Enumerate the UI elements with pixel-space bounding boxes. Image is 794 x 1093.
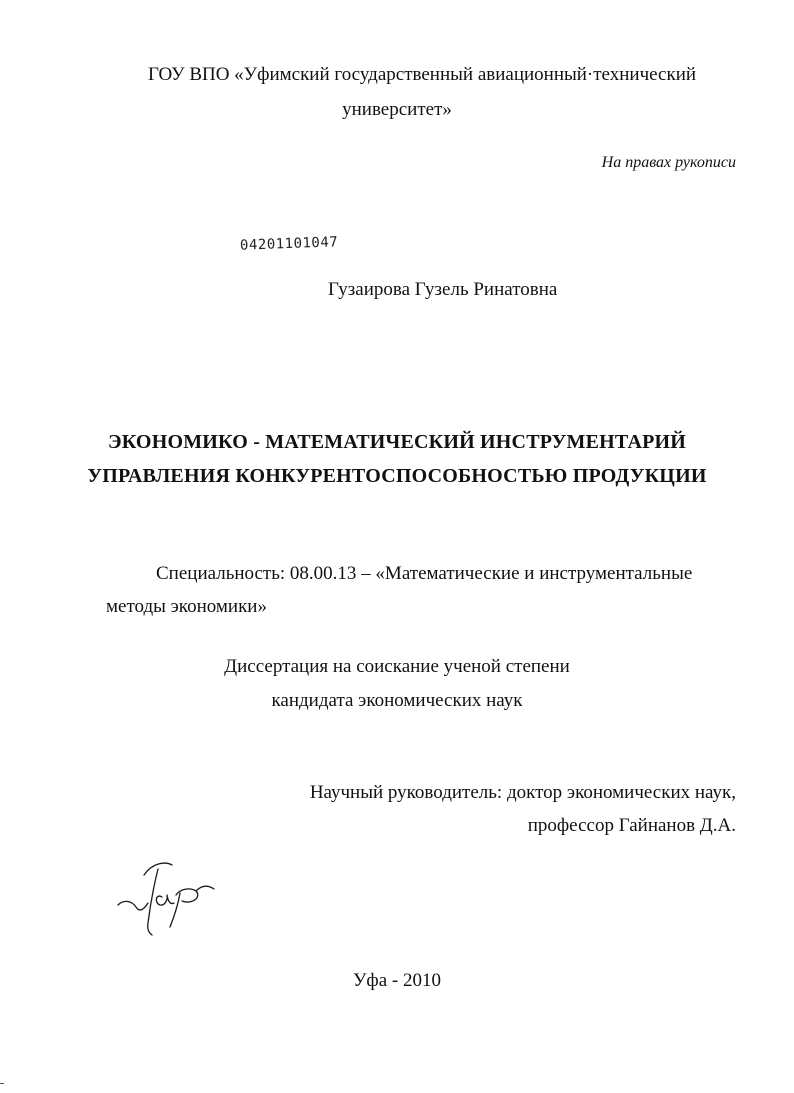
- supervisor-line-2: профессор Гайнанов Д.А.: [527, 815, 736, 836]
- thesis-title-line-2: УПРАВЛЕНИЯ КОНКУРЕНТОСПОСОБНОСТЬЮ ПРОДУКЦИИ: [87, 465, 707, 487]
- organization-line-1: ГОУ ВПО «Уфимский государственный авиационный·технический: [147, 64, 697, 85]
- city-year: Уфа - 2010: [352, 970, 442, 991]
- signature-icon: [110, 855, 220, 940]
- dissertation-degree-line-1: Диссертация на соискание ученой степени: [224, 656, 570, 677]
- supervisor-line-1: Научный руководитель: доктор экономических наук,: [309, 782, 736, 803]
- author-name: Гузаирова Гузель Ринатовна: [328, 279, 558, 300]
- rights-note: На правах рукописи: [601, 154, 736, 171]
- organization-line-2: университет»: [342, 99, 452, 120]
- thesis-title-line-1: ЭКОНОМИКО - МАТЕМАТИЧЕСКИЙ ИНСТРУМЕНТАРИЙ: [107, 431, 687, 453]
- dissertation-degree-line-2: кандидата экономических наук: [271, 690, 523, 711]
- specialty-line-2: методы экономики»: [106, 596, 267, 617]
- scan-mark: [0, 1083, 4, 1084]
- specialty-line-1: Специальность: 08.00.13 – «Математические и инструментальные: [156, 563, 693, 584]
- registration-number-stamp: 04201101047: [239, 234, 339, 254]
